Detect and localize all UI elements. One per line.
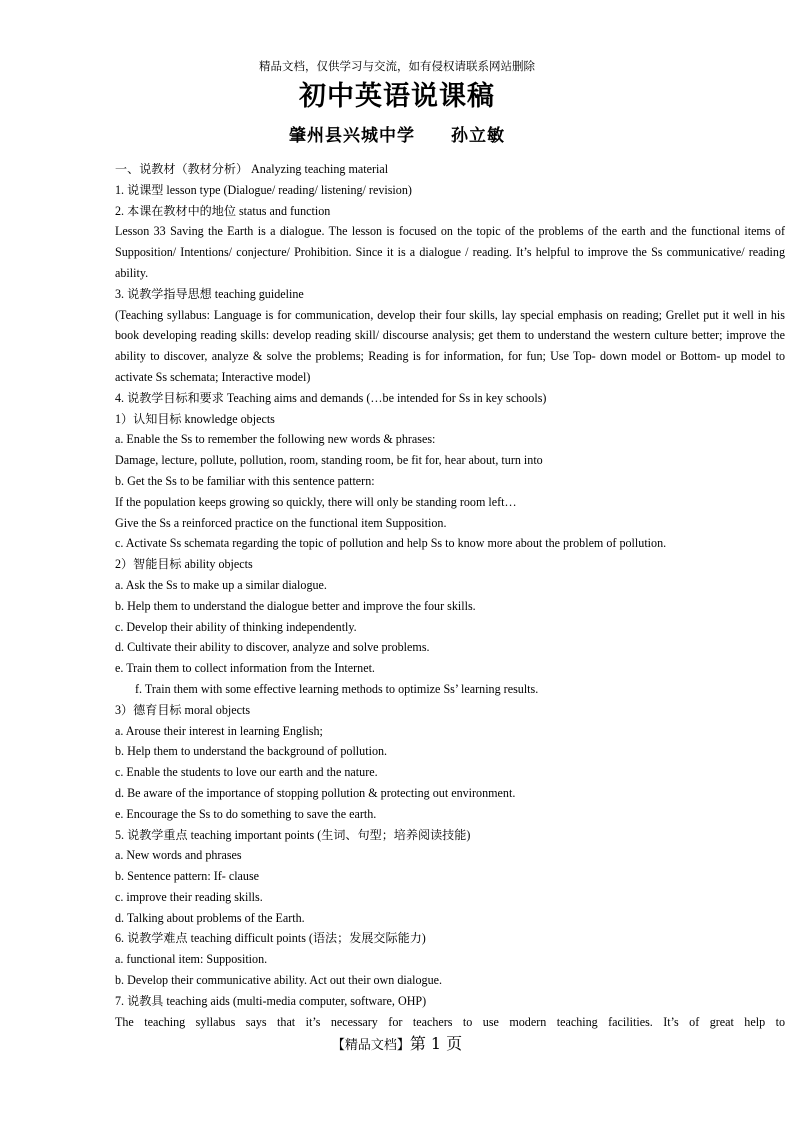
text-line: d. Be aware of the importance of stopping pollution & protecting out environment. — [115, 785, 516, 800]
text-line: a. New words and phrases — [115, 848, 242, 863]
text-line: d. Talking about problems of the Earth. — [115, 910, 305, 925]
footer-label: 【精品文档】 — [331, 1038, 410, 1053]
text-line: 3. 说教学指导思想 teaching guideline — [115, 286, 304, 301]
document-body — [115, 159, 785, 1032]
text-line: 5. 说教学重点 teaching important points (生词、句型；培养阅读技能) — [115, 827, 471, 842]
text-line: f. Train them with some effective learning methods to optimize Ss’ learning results. — [135, 681, 539, 696]
document-title: 初中英语说课稿 — [299, 81, 495, 112]
text-line: 1）认知目标 knowledge objects — [115, 411, 275, 426]
text-line: b. Help them to understand the dialogue better and improve the four skills. — [115, 598, 476, 613]
text-line: b. Help them to understand the background of pollution. — [115, 744, 388, 759]
section-heading: 一、说教材（教材分析） Analyzing teaching material — [115, 162, 389, 176]
text-line: b. Develop their communicative ability. Act out their own dialogue. — [115, 973, 443, 988]
text-line: 2. 本课在教材中的地位 status and function — [115, 203, 331, 218]
text-line: a. Arouse their interest in learning English; — [115, 723, 323, 738]
text-line: c. Enable the students to love our earth and the nature. — [115, 765, 378, 780]
paragraph: The teaching syllabus says that it’s necessary for teachers to use modern teaching facilities. It’s of great help to — [115, 1014, 785, 1029]
text-line: e. Encourage the Ss to do something to save the earth. — [115, 806, 377, 821]
paragraph: Lesson 33 Saving the Earth is a dialogue. The lesson is focused on the topic of the problems of the earth and the functional items of Supposition/ Intentions/ conjecture/ Prohibition. Since it is a dialogue / reading. It’s helpful to improve the Ss communicative/ reading ability. — [115, 224, 785, 280]
page-footer — [0, 1034, 794, 1056]
text-line: 3）德育目标 moral objects — [115, 702, 251, 717]
text-line: a. Enable the Ss to remember the following new words & phrases: — [115, 432, 436, 447]
text-line: e. Train them to collect information from the Internet. — [115, 661, 375, 676]
text-line: c. Develop their ability of thinking independently. — [115, 619, 357, 634]
text-line: If the population keeps growing so quickly, there will only be standing room left… — [115, 494, 517, 509]
text-line: b. Sentence pattern: If- clause — [115, 869, 260, 884]
text-line: d. Cultivate their ability to discover, analyze and solve problems. — [115, 640, 430, 655]
text-line: 7. 说教具 teaching aids (multi-media computer, software, OHP) — [115, 993, 427, 1008]
text-line: 2）智能目标 ability objects — [115, 557, 253, 572]
document-subtitle: 肇州县兴城中学 孙立敏 — [289, 126, 505, 146]
text-line: 1. 说课型 lesson type (Dialogue/ reading/ listening/ revision) — [115, 182, 412, 197]
text-line: Damage, lecture, pollute, pollution, room, standing room, be fit for, hear about, turn into — [115, 453, 543, 468]
text-line: 6. 说教学难点 teaching difficult points (语法；发展交际能力) — [115, 931, 426, 946]
text-line: c. improve their reading skills. — [115, 889, 263, 904]
text-line: b. Get the Ss to be familiar with this sentence pattern: — [115, 473, 375, 488]
text-line: a. functional item: Supposition. — [115, 952, 268, 967]
text-line: Give the Ss a reinforced practice on the functional item Supposition. — [115, 515, 447, 530]
text-line: c. Activate Ss schemata regarding the topic of pollution and help Ss to know more about the problem of pollution. — [115, 536, 667, 551]
text-line: a. Ask the Ss to make up a similar dialogue. — [115, 577, 327, 592]
paragraph: (Teaching syllabus: Language is for communication, develop their four skills, lay special emphasis on reading; Grellet put it well in his book developing reading skills: develop reading skill/ discourse analysis; get them to understand the western culture better; improve the ability to discover, analyze & solve the problems; Reading is for information, for fun; Use Top- down model or Bottom- up model to activate Ss schemata; Interactive model) — [115, 307, 785, 384]
page-number: 第 1 页 — [409, 1034, 463, 1053]
text-line: 4. 说教学目标和要求 Teaching aims and demands (…be intended for Ss in key schools) — [115, 390, 547, 405]
watermark-text: 精品文档，仅供学习与交流，如有侵权请联系网站删除 — [259, 59, 535, 73]
